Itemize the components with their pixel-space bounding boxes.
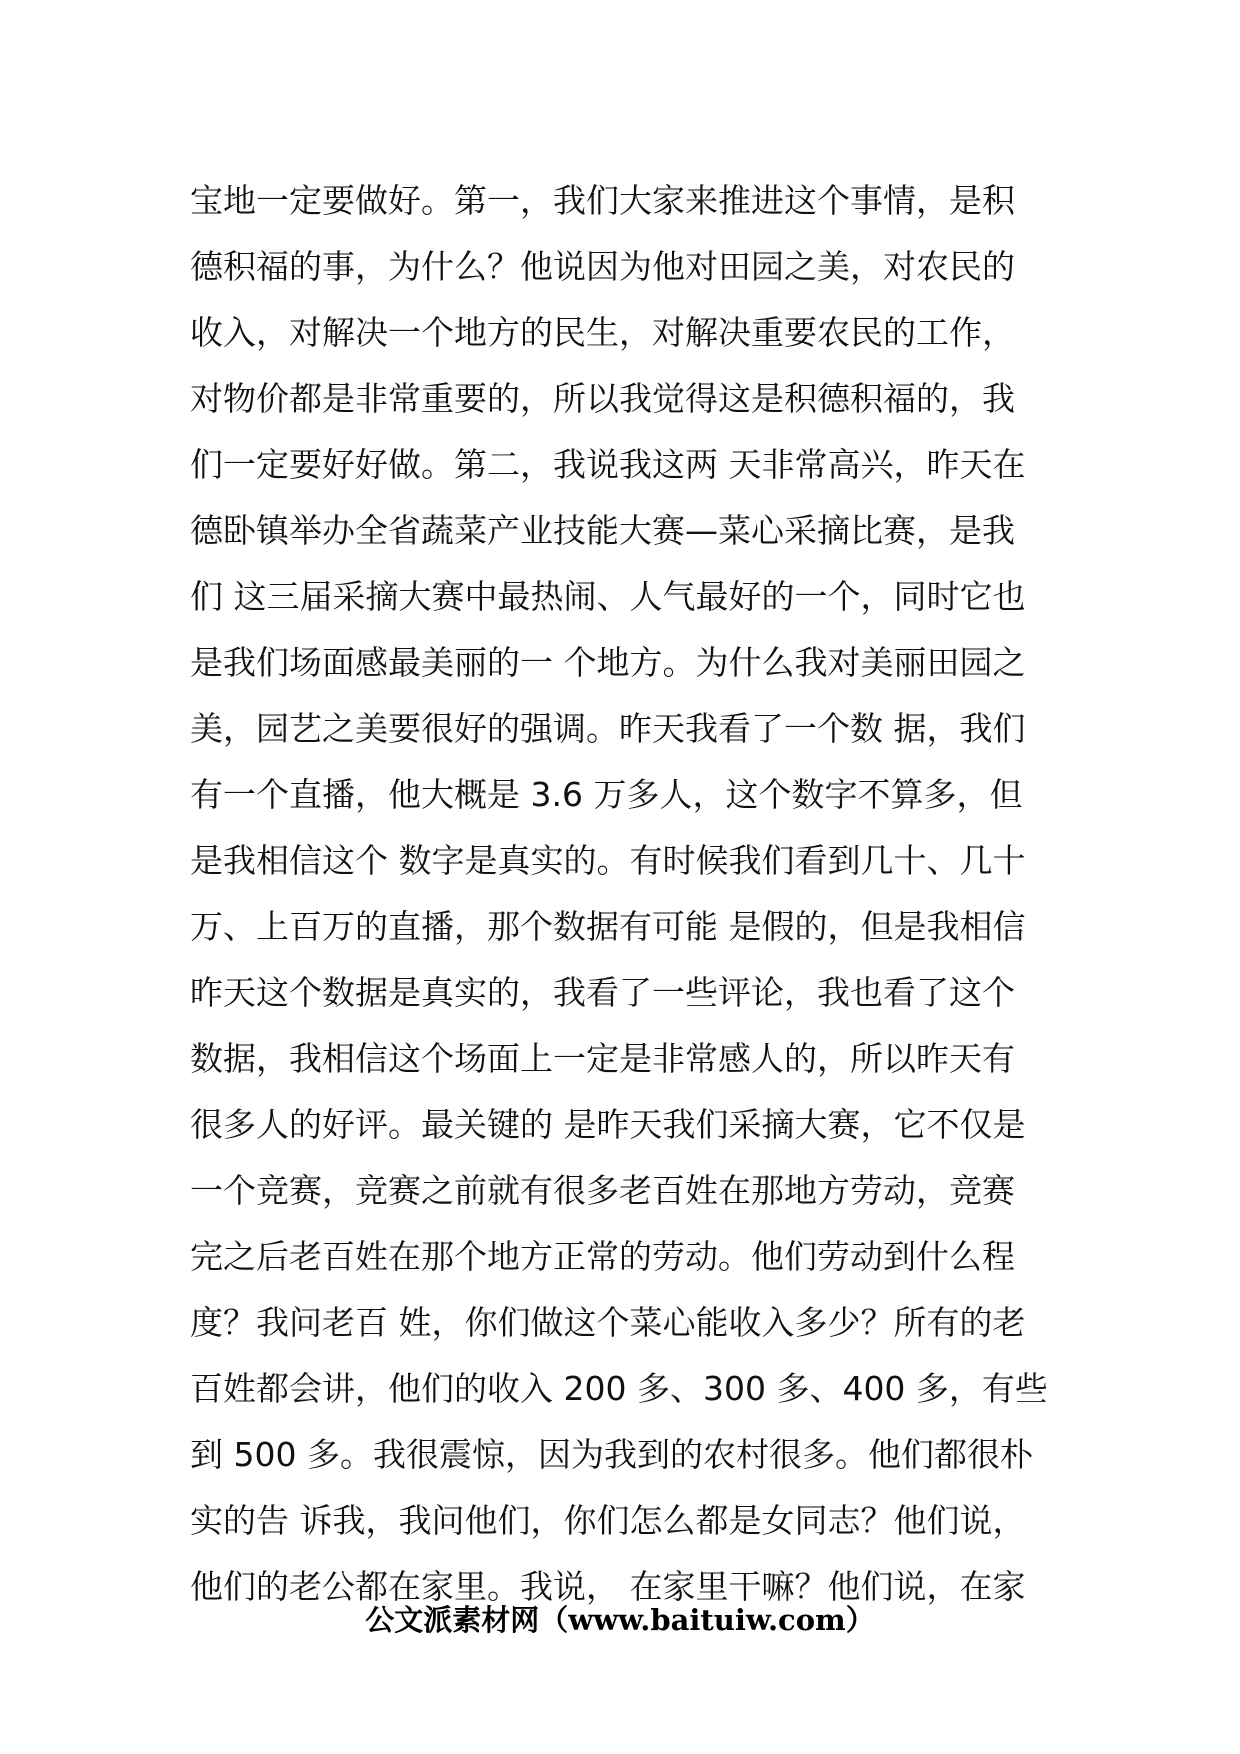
text-line: 一个竞赛，竞赛之前就有很多老百姓在那地方劳动，竞赛 xyxy=(190,1171,1015,1210)
text-line: 完之后老百姓在那个地方正常的劳动。他们劳动到什么程 xyxy=(190,1237,1015,1276)
text-line: 万、上百万的直播，那个数据有可能 是假的，但是我相信 xyxy=(190,907,1026,946)
text-line: 收入，对解决一个地方的民生，对解决重要农民的工作， xyxy=(190,313,1015,352)
text-line: 到 500 多。我很震惊，因为我到的农村很多。他们都很朴 xyxy=(190,1435,1033,1474)
text-line: 美，园艺之美要很好的强调。昨天我看了一个数 据，我们 xyxy=(190,709,1026,748)
text-line: 对物价都是非常重要的，所以我觉得这是积德积福的，我 xyxy=(190,379,1015,418)
text-line: 度？我问老百 姓，你们做这个菜心能收入多少？所有的老 xyxy=(190,1303,1026,1342)
text-line: 他们的老公都在家里。我说， 在家里干嘛？他们说，在家 xyxy=(190,1567,1026,1606)
text-line: 德卧镇举办全省蔬菜产业技能大赛—菜心采摘比赛，是我 xyxy=(190,511,1015,550)
text-line: 们 这三届采摘大赛中最热闹、人气最好的一个，同时它也 xyxy=(190,577,1026,616)
text-line: 德积福的事，为什么？他说因为他对田园之美，对农民的 xyxy=(190,247,1015,286)
text-line: 有一个直播，他大概是 3.6 万多人，这个数字不算多，但 xyxy=(190,775,1023,814)
text-line: 实的告 诉我，我问他们，你们怎么都是女同志？他们说， xyxy=(190,1501,1026,1540)
footer-watermark: 公文派素材网（www.baituiw.com） xyxy=(365,1603,875,1637)
text-line: 宝地一定要做好。第一，我们大家来推进这个事情，是积 xyxy=(190,181,1015,220)
body-text xyxy=(190,168,1070,1620)
text-line: 很多人的好评。最关键的 是昨天我们采摘大赛，它不仅是 xyxy=(190,1105,1026,1144)
text-line: 数据，我相信这个场面上一定是非常感人的，所以昨天有 xyxy=(190,1039,1015,1078)
text-line: 们一定要好好做。第二，我说我这两 天非常高兴，昨天在 xyxy=(190,445,1026,484)
text-line: 是我们场面感最美丽的一 个地方。为什么我对美丽田园之 xyxy=(190,643,1026,682)
text-line: 是我相信这个 数字是真实的。有时候我们看到几十、几十 xyxy=(190,841,1026,880)
text-line: 昨天这个数据是真实的，我看了一些评论，我也看了这个 xyxy=(190,973,1015,1012)
text-line: 百姓都会讲，他们的收入 200 多、300 多、400 多，有些 xyxy=(190,1369,1048,1408)
